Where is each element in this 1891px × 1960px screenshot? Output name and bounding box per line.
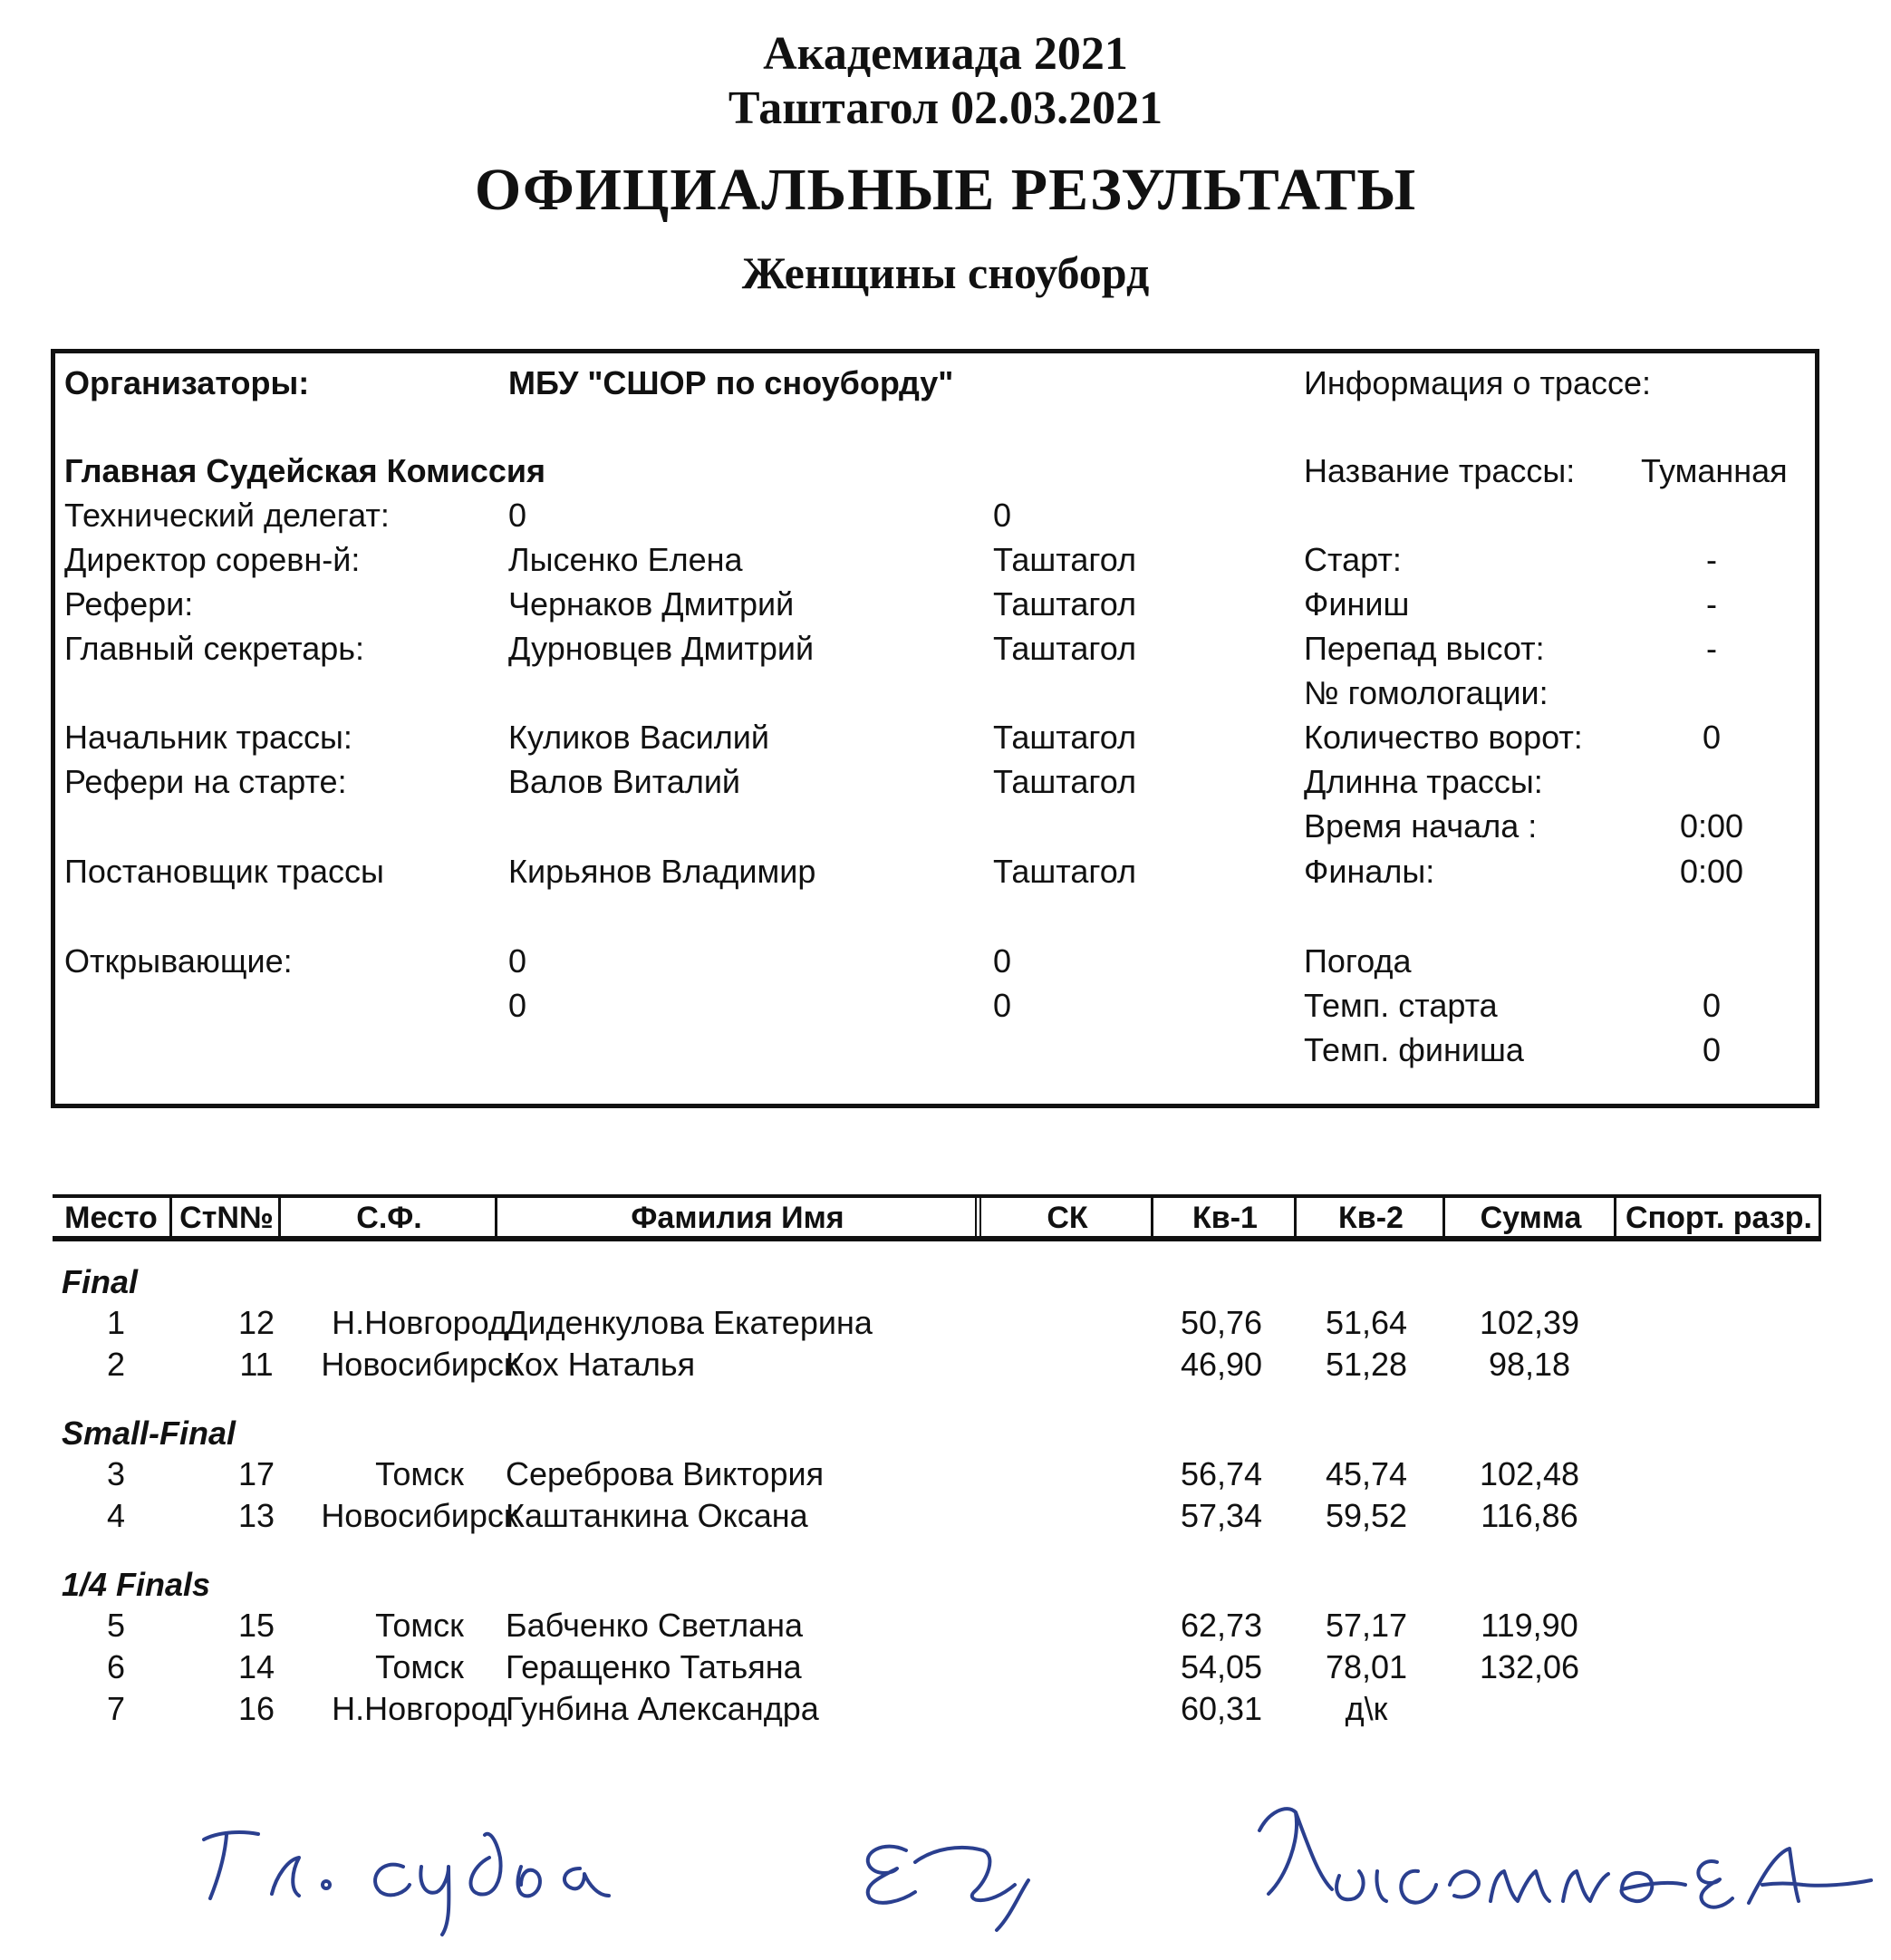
course-value: Туманная: [1641, 452, 1788, 489]
cell-sum: 98,18: [1488, 1346, 1571, 1383]
cell-bib: 15: [237, 1607, 275, 1644]
column-header-name: Фамилия Имя: [500, 1198, 981, 1236]
course-value: 0:00: [1679, 853, 1744, 890]
forerunner-city: 0: [993, 942, 1012, 980]
cell-bib: 16: [237, 1690, 275, 1727]
forerunner-name: 0: [508, 942, 527, 980]
cell-name: Сереброва Виктория: [506, 1455, 825, 1492]
cell-q1: 50,76: [1180, 1304, 1263, 1341]
organizers-value: МБУ "СШОР по сноуборду": [508, 364, 954, 401]
course-label: № гомологации:: [1304, 674, 1548, 711]
cell-sum: 132,06: [1479, 1648, 1580, 1685]
cell-club: Томск: [375, 1607, 464, 1644]
cell-sum: 116,86: [1481, 1497, 1578, 1534]
table-row: [53, 1688, 1821, 1730]
cell-sum: 102,39: [1479, 1304, 1580, 1341]
official-name: Валов Виталий: [508, 763, 741, 800]
course-value: 0:00: [1679, 807, 1744, 845]
event-place-date: Таштагол 02.03.2021: [728, 82, 1163, 134]
cell-q2: 51,64: [1325, 1304, 1408, 1341]
cell-q1: 54,05: [1180, 1648, 1263, 1685]
cell-q2: д\к: [1345, 1690, 1388, 1727]
course-label: Финиш: [1304, 585, 1410, 623]
section-title: Small-Final: [62, 1414, 236, 1452]
official-name: Кирьянов Владимир: [508, 853, 816, 890]
cell-bib: 12: [237, 1304, 275, 1341]
column-header-q2: Кв-2: [1299, 1198, 1445, 1236]
cell-name: Гунбина Александра: [506, 1690, 819, 1727]
column-header-sport-rank: Спорт. разр.: [1619, 1198, 1821, 1236]
cell-club: Новосибирск: [321, 1497, 518, 1534]
cell-place: 1: [106, 1304, 126, 1341]
cell-q2: 45,74: [1325, 1455, 1408, 1492]
course-label: Количество ворот:: [1304, 719, 1583, 756]
official-city: Таштагол: [993, 630, 1136, 667]
cell-name: Бабченко Светлана: [506, 1607, 804, 1644]
handwritten-signature: [0, 1794, 1891, 1939]
cell-q2: 78,01: [1325, 1648, 1408, 1685]
official-name: Чернаков Дмитрий: [508, 585, 795, 623]
official-role: Постановщик трассы: [64, 853, 384, 890]
table-row: [53, 1605, 1821, 1646]
cell-club: Новосибирск: [321, 1346, 518, 1383]
course-label: Темп. старта: [1304, 987, 1498, 1024]
cell-bib: 11: [239, 1346, 274, 1383]
course-info-label: Информация о трассе:: [1304, 364, 1651, 401]
official-name: Дурновцев Дмитрий: [508, 630, 815, 667]
cell-place: 7: [106, 1690, 126, 1727]
table-row: [53, 1495, 1821, 1537]
info-box: [51, 349, 1819, 1108]
official-role: Начальник трассы:: [64, 719, 352, 756]
course-value: -: [1706, 630, 1717, 667]
table-row: [53, 1646, 1821, 1688]
cell-name: Диденкулова Екатерина: [506, 1304, 873, 1341]
official-role: Технический делегат:: [64, 497, 390, 534]
column-header-club: С.Ф.: [284, 1198, 497, 1236]
section-title: 1/4 Finals: [62, 1566, 211, 1603]
course-value: -: [1706, 541, 1717, 578]
cell-place: 5: [106, 1607, 126, 1644]
course-value: -: [1706, 585, 1717, 623]
organizers-label: Организаторы:: [64, 364, 310, 401]
cell-q2: 57,17: [1325, 1607, 1408, 1644]
section-title: Final: [62, 1263, 139, 1300]
cell-name: Каштанкина Оксана: [506, 1497, 808, 1534]
cell-place: 6: [106, 1648, 126, 1685]
cell-club: Н.Новгород: [332, 1690, 507, 1727]
column-header-sk: СК: [984, 1198, 1153, 1236]
course-label: Финалы:: [1304, 853, 1435, 890]
official-city: Таштагол: [993, 853, 1136, 890]
cell-q2: 59,52: [1325, 1497, 1408, 1534]
event-title: Академиада 2021: [763, 28, 1128, 80]
cell-place: 2: [106, 1346, 126, 1383]
official-role: Директор соревн-й:: [64, 541, 361, 578]
category-title: Женщины сноуборд: [741, 247, 1150, 298]
forerunner-city: 0: [993, 987, 1012, 1024]
course-label: Длинна трассы:: [1304, 763, 1543, 800]
cell-q1: 46,90: [1180, 1346, 1263, 1383]
official-city: Таштагол: [993, 585, 1136, 623]
official-city: 0: [993, 497, 1012, 534]
cell-q1: 56,74: [1180, 1455, 1263, 1492]
course-value: 0: [1702, 1031, 1722, 1068]
page-title: ОФИЦИАЛЬНЫЕ РЕЗУЛЬТАТЫ: [474, 157, 1417, 223]
cell-club: Томск: [375, 1455, 464, 1492]
column-header-q1: Кв-1: [1156, 1198, 1297, 1236]
results-table-header: [53, 1194, 1821, 1241]
course-value: 0: [1702, 987, 1722, 1024]
cell-q2: 51,28: [1325, 1346, 1408, 1383]
cell-q1: 62,73: [1180, 1607, 1263, 1644]
forerunner-name: 0: [508, 987, 527, 1024]
course-label: Время начала :: [1304, 807, 1538, 845]
official-city: Таштагол: [993, 763, 1136, 800]
official-role: Рефери на старте:: [64, 763, 347, 800]
forerunners-label: Открывающие:: [64, 942, 293, 980]
official-name: Куликов Василий: [508, 719, 769, 756]
cell-place: 3: [106, 1455, 126, 1492]
table-row: [53, 1302, 1821, 1344]
cell-club: Томск: [375, 1648, 464, 1685]
course-label: Погода: [1304, 942, 1412, 980]
cell-sum: 119,90: [1481, 1607, 1578, 1644]
course-label: Темп. финиша: [1304, 1031, 1524, 1068]
cell-bib: 17: [237, 1455, 275, 1492]
column-header-bib: СтN№: [175, 1198, 281, 1236]
official-city: Таштагол: [993, 719, 1136, 756]
jury-label: Главная Судейская Комиссия: [64, 452, 546, 489]
official-name: Лысенко Елена: [508, 541, 743, 578]
course-label: Название трассы:: [1304, 452, 1576, 489]
column-header-place: Место: [53, 1198, 172, 1236]
cell-name: Геращенко Татьяна: [506, 1648, 802, 1685]
cell-club: Н.Новгород: [332, 1304, 507, 1341]
course-label: Старт:: [1304, 541, 1402, 578]
cell-q1: 57,34: [1180, 1497, 1263, 1534]
cell-bib: 14: [237, 1648, 275, 1685]
course-value: 0: [1702, 719, 1722, 756]
cell-name: Кох Наталья: [506, 1346, 696, 1383]
cell-place: 4: [106, 1497, 126, 1534]
column-header-sum: Сумма: [1448, 1198, 1616, 1236]
table-row: [53, 1453, 1821, 1495]
cell-sum: 102,48: [1479, 1455, 1580, 1492]
cell-q1: 60,31: [1180, 1690, 1263, 1727]
official-role: Рефери:: [64, 585, 194, 623]
official-city: Таштагол: [993, 541, 1136, 578]
course-label: Перепад высот:: [1304, 630, 1545, 667]
official-name: 0: [508, 497, 527, 534]
official-role: Главный секретарь:: [64, 630, 364, 667]
cell-bib: 13: [237, 1497, 275, 1534]
table-row: [53, 1344, 1821, 1386]
